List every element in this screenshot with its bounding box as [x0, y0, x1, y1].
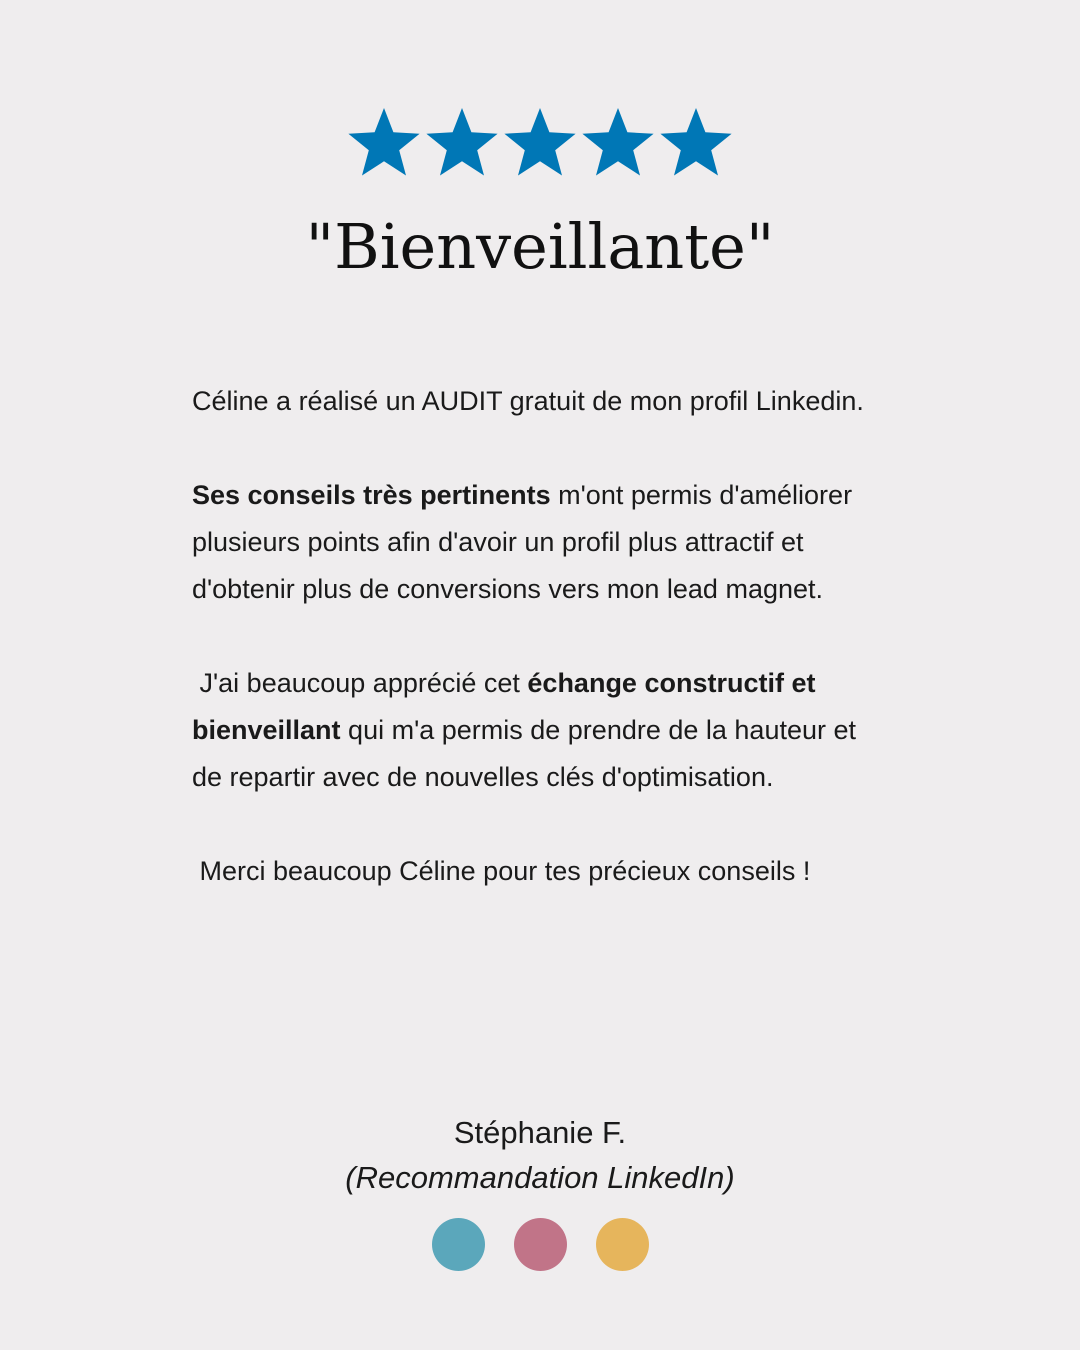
star-icon [499, 104, 581, 180]
paragraph-3-intro: J'ai beaucoup apprécié cet [192, 668, 528, 698]
star-icon [421, 104, 503, 180]
star-icon [655, 104, 737, 180]
rose-dot [514, 1218, 567, 1271]
star-icon [343, 104, 425, 180]
testimonial-text [192, 378, 892, 895]
review-source: (Recommandation LinkedIn) [345, 1160, 735, 1195]
paragraph-3 [192, 660, 892, 801]
gold-dot [596, 1218, 649, 1271]
decorative-dots [0, 1218, 1080, 1271]
teal-dot [432, 1218, 485, 1271]
paragraph-3-text: qui m'a permis de prendre de la hauteur et de repartir avec de nouvelles clés d'optimisation. [192, 715, 864, 792]
author-name: Stéphanie F. [453, 1115, 627, 1150]
paragraph-4-text: Merci beaucoup Céline pour tes précieux conseils ! [192, 856, 811, 886]
paragraph-3-highlight: échange constructif et bienveillant [192, 668, 823, 745]
review-title: "Bienveillante" [305, 210, 775, 283]
star-icon [577, 104, 659, 180]
paragraph-1 [192, 378, 892, 425]
paragraph-4 [192, 848, 892, 895]
paragraph-2-text: m'ont permis d'améliorer plusieurs points afin d'avoir un profil plus attractif et d'obtenir plus de conversions vers mon lead magnet. [192, 480, 853, 604]
paragraph-2-highlight: Ses conseils très pertinents [192, 480, 551, 510]
five-star-rating [0, 104, 1080, 180]
paragraph-2 [192, 472, 892, 613]
paragraph-1-text: Céline a réalisé un AUDIT gratuit de mon profil Linkedin. [192, 386, 864, 416]
